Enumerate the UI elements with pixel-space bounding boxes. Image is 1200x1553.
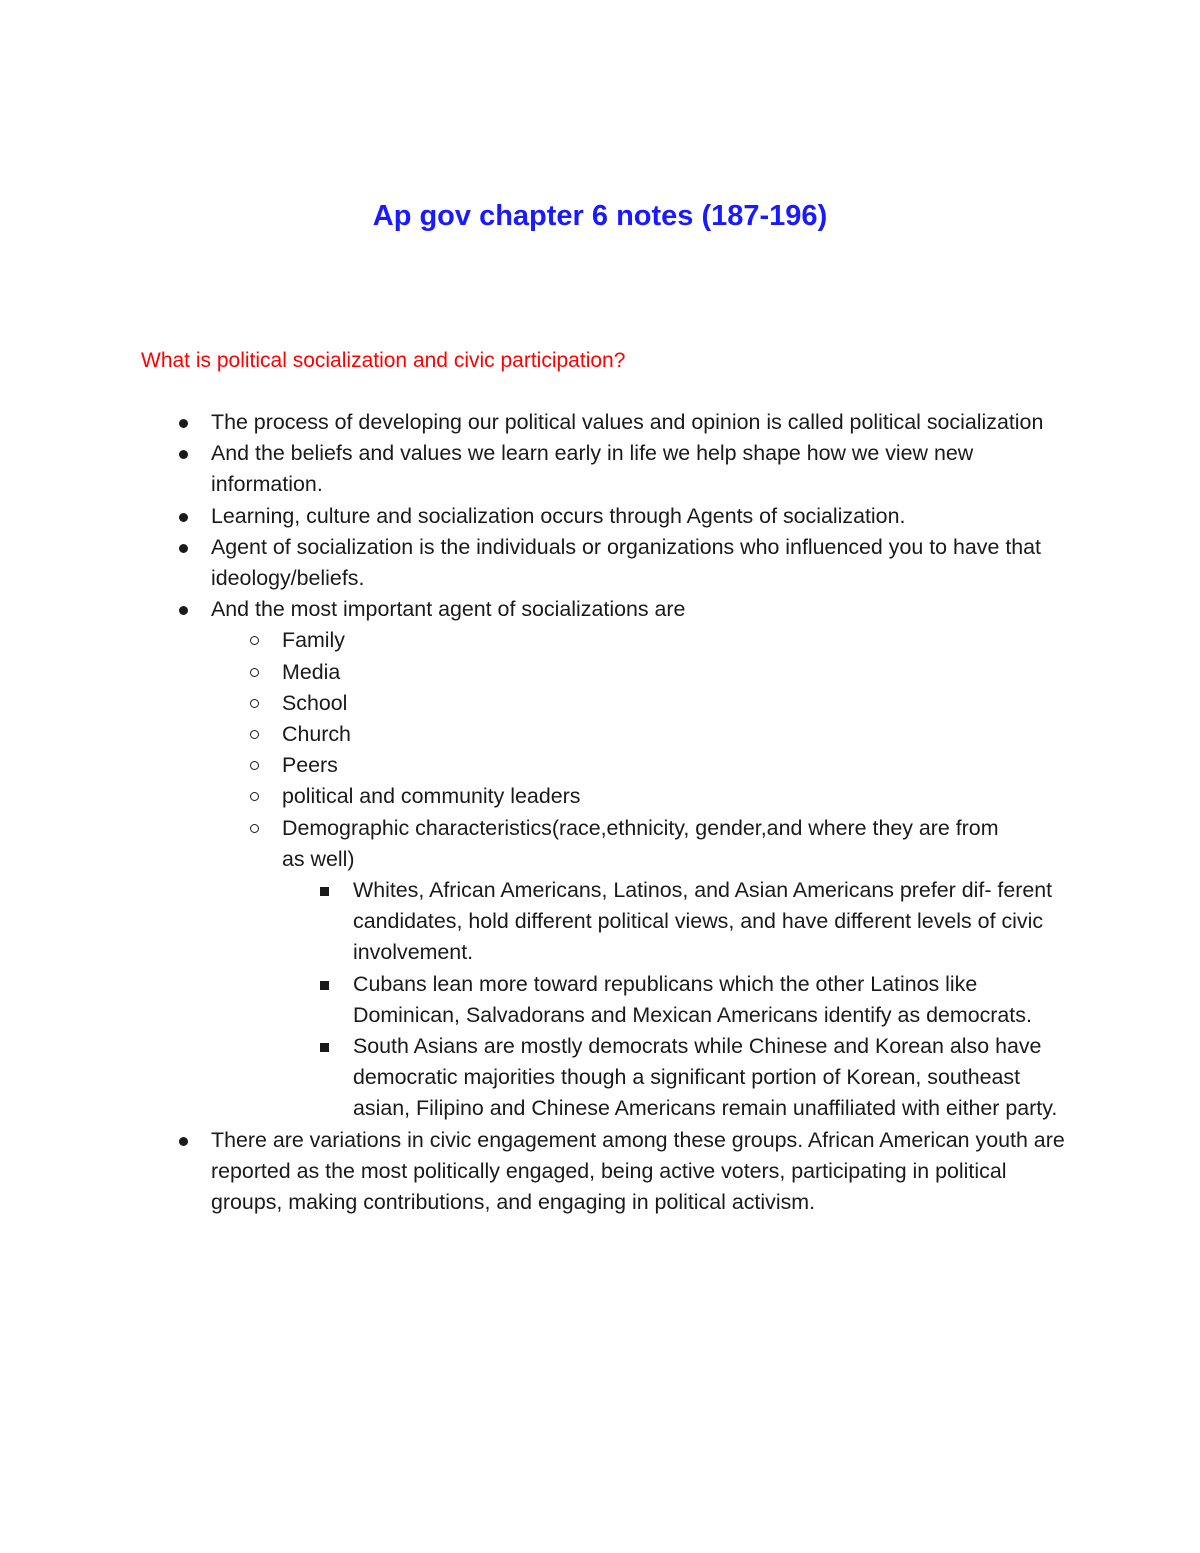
list-item-text: The process of developing our political values and opinion is called political socialization <box>211 410 1044 434</box>
agent-item <box>282 625 1071 656</box>
filled-circle-bullet-icon <box>179 544 188 553</box>
agent-item-text: Family <box>282 628 345 653</box>
list-item <box>211 501 1071 532</box>
demographic-item <box>353 969 1058 1031</box>
list-item <box>211 407 1071 438</box>
main-bullet-list <box>211 407 1071 1218</box>
list-item <box>211 594 1071 1124</box>
demographics-list <box>353 875 1058 1125</box>
agent-item <box>282 781 1071 812</box>
list-item-text: Agent of socialization is the individuals or organizations who influenced you to have that ideology/beliefs. <box>211 534 1041 591</box>
square-bullet-icon <box>320 887 329 896</box>
list-item-text: Learning, culture and socialization occurs through Agents of socialization. <box>211 503 906 528</box>
demographic-item <box>353 1031 1058 1125</box>
hollow-circle-bullet-icon <box>250 699 259 708</box>
filled-circle-bullet-icon <box>179 1137 188 1146</box>
list-item-text: There are variations in civic engagement among these groups. African American youth are reported as the most politically engaged, being active voters, participating in political groups, making contributions, and engaging in political activism. <box>211 1127 1065 1215</box>
agent-item-text: Peers <box>282 753 338 778</box>
filled-circle-bullet-icon <box>179 419 188 428</box>
demographic-item-text: South Asians are mostly democrats while Chinese and Korean also have democratic majorities though a significant portion of Korean, southeast asian, Filipino and Chinese Americans remain unaffiliated with either party. <box>353 1034 1058 1121</box>
hollow-circle-bullet-icon <box>250 761 259 770</box>
demographic-item-text: Whites, African Americans, Latinos, and Asian Americans prefer dif- ferent candidates, hold different political views, and have different levels of civic involvement. <box>353 878 1053 965</box>
agent-item <box>282 688 1071 719</box>
agents-list <box>282 625 1071 1124</box>
demographic-item-text: Cubans lean more toward republicans which the other Latinos like Dominican, Salvadorans and Mexican Americans identify as democrats. <box>353 971 1032 1027</box>
list-item <box>211 1125 1071 1219</box>
hollow-circle-bullet-icon <box>250 668 259 677</box>
list-item <box>211 532 1071 594</box>
agent-item-text: Demographic characteristics(race,ethnicity, gender,and where they are from as well) <box>282 815 999 871</box>
agent-item-text: School <box>282 690 348 715</box>
agent-item <box>282 750 1071 781</box>
list-item-text: And the beliefs and values we learn early in life we help shape how we view new information. <box>211 441 974 497</box>
square-bullet-icon <box>320 1043 329 1052</box>
hollow-circle-bullet-icon <box>250 730 259 739</box>
agent-item <box>282 719 1071 750</box>
filled-circle-bullet-icon <box>179 513 188 522</box>
agent-item-text: Media <box>282 659 341 684</box>
section-question: What is political socialization and civic participation? <box>141 349 626 372</box>
demographic-item <box>353 875 1058 969</box>
hollow-circle-bullet-icon <box>250 824 259 833</box>
filled-circle-bullet-icon <box>179 606 188 615</box>
page-title: Ap gov chapter 6 notes (187-196) <box>372 200 828 232</box>
list-item <box>211 438 1071 500</box>
square-bullet-icon <box>320 981 329 990</box>
list-item-text: And the most important agent of socializations are <box>211 597 686 622</box>
agent-item-text: political and community leaders <box>282 784 581 809</box>
agent-item-text: Church <box>282 722 351 747</box>
agent-item <box>282 657 1071 688</box>
hollow-circle-bullet-icon <box>250 792 259 801</box>
filled-circle-bullet-icon <box>179 450 188 459</box>
agent-item <box>282 813 1058 1125</box>
hollow-circle-bullet-icon <box>250 636 259 645</box>
